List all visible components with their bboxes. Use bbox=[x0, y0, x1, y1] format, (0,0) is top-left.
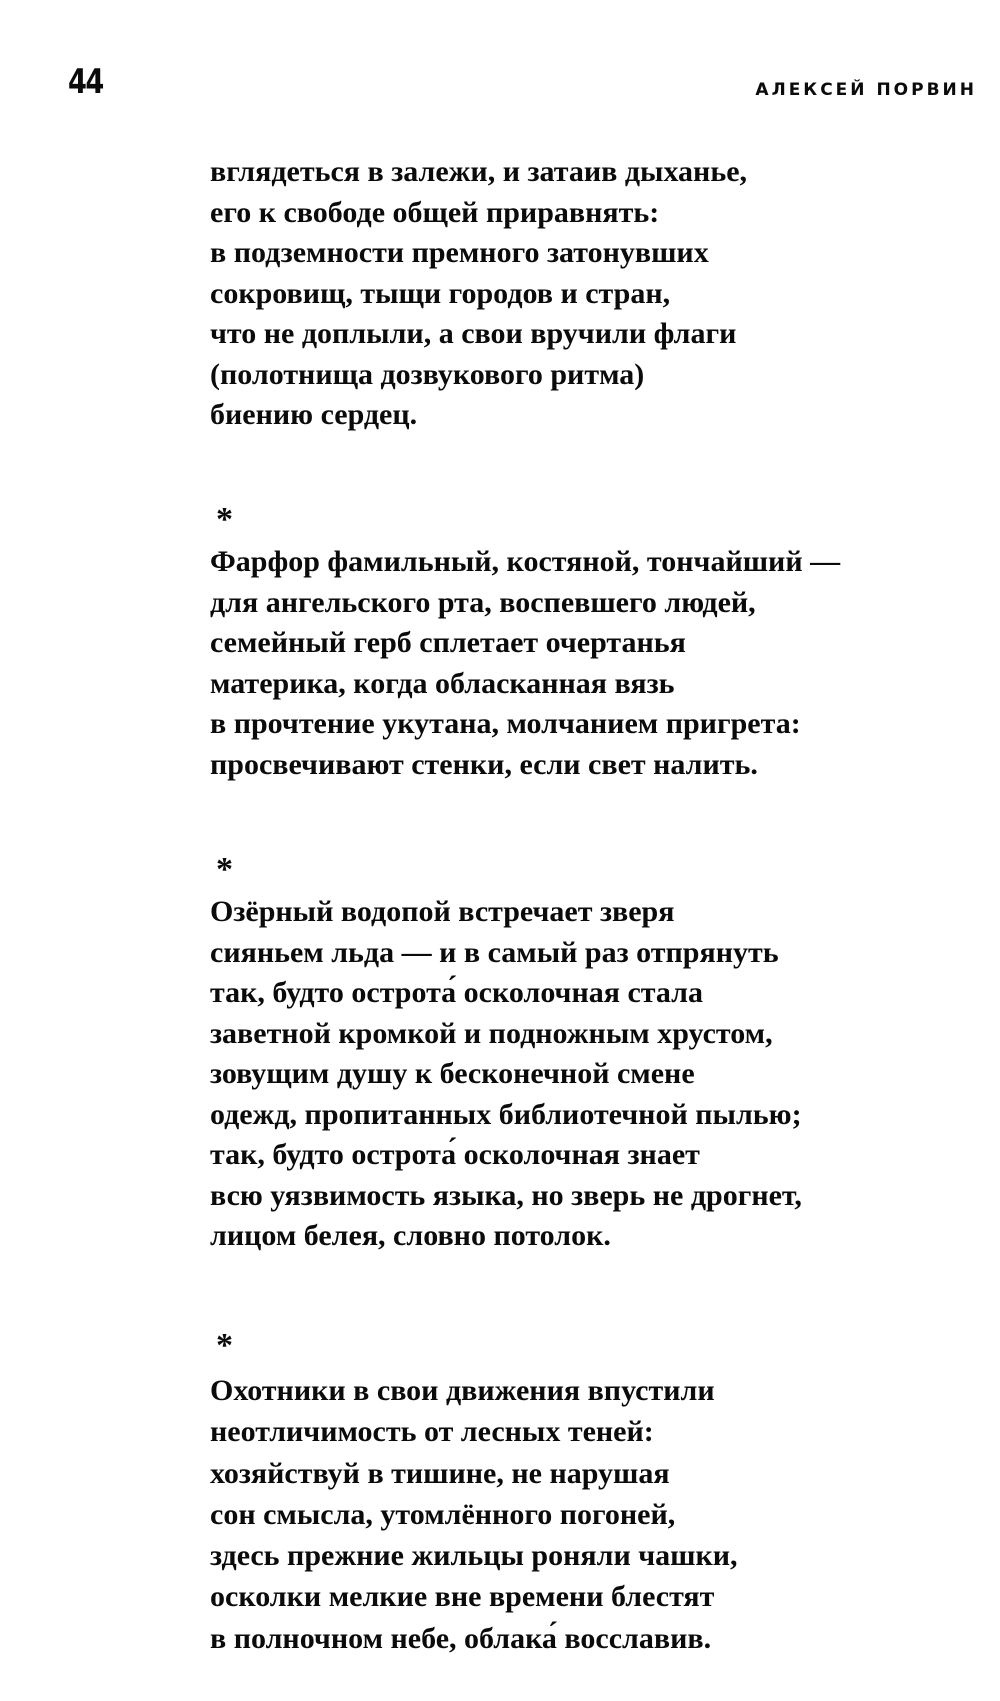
poem-line: в полночном небе, облака́ восславив. bbox=[210, 1621, 712, 1655]
page-number: 44 bbox=[68, 62, 103, 102]
poem-line: неотличимость от лесных теней: bbox=[210, 1415, 654, 1449]
stanza-separator: * bbox=[216, 501, 233, 538]
stanza-separator: * bbox=[216, 1327, 233, 1364]
poem-line: всю уязвимость языка, но зверь не дрогнет, bbox=[210, 1178, 802, 1212]
poem-line: одежд, пропитанных библиотечной пылью; bbox=[210, 1097, 802, 1131]
stanza-separator: * bbox=[216, 851, 233, 888]
poem-line: Охотники в свои движения впустили bbox=[210, 1374, 715, 1407]
poem-line: его к свободе общей приравнять: bbox=[210, 195, 660, 229]
poem-line: (полотнища дозвукового ритма) bbox=[210, 357, 645, 391]
poem-line: что не доплыли, а свои вручили флаги bbox=[210, 317, 737, 350]
stanza-1 bbox=[210, 152, 970, 436]
poem-line: зовущим душу к бесконечной смене bbox=[210, 1057, 695, 1090]
poem-line: так, будто острота́ осколочная стала bbox=[210, 976, 703, 1009]
poem-line: семейный герб сплетает очертанья bbox=[210, 626, 686, 659]
poem-line: осколки мелкие вне времени блестят bbox=[210, 1580, 715, 1614]
running-head-author: АЛЕКСЕЙ ПОРВИН bbox=[755, 80, 977, 100]
poem-line: сокровищ, тыщи городов и стран, bbox=[210, 276, 671, 310]
poem-line: в прочтение укутана, молчанием пригрета: bbox=[210, 707, 801, 740]
poem-line: заветной кромкой и подножным хрустом, bbox=[210, 1016, 773, 1050]
poem-line: сияньем льда — и в самый раз отпрянуть bbox=[210, 935, 779, 969]
poem-line: Фарфор фамильный, костяной, тончайший — bbox=[210, 545, 841, 578]
poem-line: хозяйствуй в тишине, не нарушая bbox=[210, 1456, 670, 1490]
poem-line: в подземности премного затонувших bbox=[210, 236, 709, 269]
stanza-2 bbox=[210, 542, 970, 785]
poem-line: сон смысла, утомлённого погоней, bbox=[210, 1497, 676, 1531]
poem-line: здесь прежние жильцы роняли чашки, bbox=[210, 1539, 738, 1573]
poem-line: просвечивают стенки, если свет налить. bbox=[210, 747, 758, 781]
poem-line: Озёрный водопой встречает зверя bbox=[210, 895, 675, 928]
stanza-4 bbox=[210, 1370, 970, 1659]
stanza-3 bbox=[210, 892, 970, 1257]
poem-line: так, будто острота́ осколочная знает bbox=[210, 1138, 700, 1171]
poem-line: вглядеться в залежи, и затаив дыханье, bbox=[210, 155, 748, 188]
poem-line: биению сердец. bbox=[210, 398, 418, 431]
poem-line: материка, когда обласканная вязь bbox=[210, 666, 675, 700]
poem-line: лицом белея, словно потолок. bbox=[210, 1219, 611, 1252]
poem-line: для ангельского рта, воспевшего людей, bbox=[210, 585, 756, 619]
